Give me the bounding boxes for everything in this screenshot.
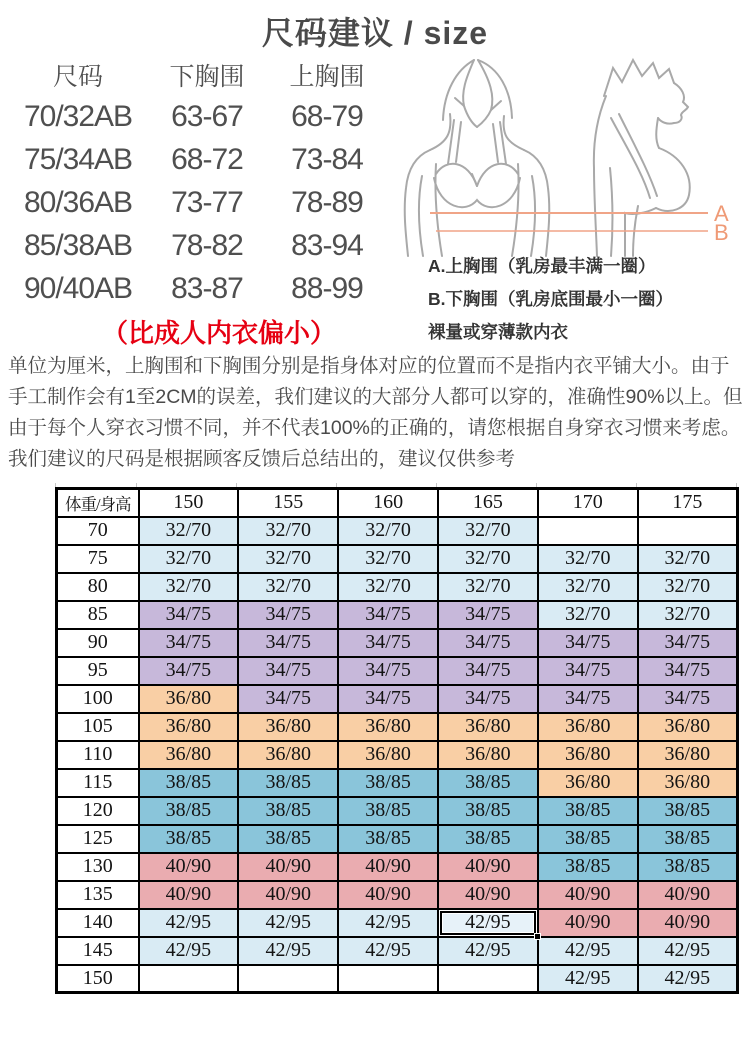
weight-row-header: 140 bbox=[57, 909, 139, 937]
weight-row-header: 105 bbox=[57, 713, 139, 741]
matrix-row bbox=[57, 797, 738, 825]
size-cell: 38/85 bbox=[638, 853, 738, 881]
size-cell: 38/85 bbox=[438, 797, 538, 825]
size-cell: 32/70 bbox=[338, 573, 438, 601]
size-cell: 32/70 bbox=[238, 573, 338, 601]
size-cell: 38/85 bbox=[538, 853, 638, 881]
size-cell: 32/70 bbox=[238, 517, 338, 545]
matrix-row bbox=[57, 517, 738, 545]
size-cell: 34/75 bbox=[338, 601, 438, 629]
underbust-range: 68-72 bbox=[171, 142, 243, 176]
size-cell: 34/75 bbox=[238, 685, 338, 713]
empty-cell bbox=[338, 965, 438, 993]
empty-cell bbox=[638, 517, 738, 545]
size-cell: 42/95 bbox=[238, 937, 338, 965]
size-table-row bbox=[0, 267, 396, 310]
front-view-figure bbox=[405, 60, 550, 256]
size-cell: 38/85 bbox=[338, 825, 438, 853]
underbust-col-header: 下胸围 bbox=[169, 63, 245, 91]
bust-range: 78-89 bbox=[291, 185, 363, 219]
size-cell: 34/75 bbox=[238, 657, 338, 685]
weight-row-header: 130 bbox=[57, 853, 139, 881]
ghost-cell bbox=[437, 994, 537, 1008]
spreadsheet-ghost-row-top bbox=[55, 483, 739, 487]
size-cell: 32/70 bbox=[638, 601, 738, 629]
page-title: 尺码建议 / size bbox=[261, 15, 489, 51]
matrix-row bbox=[57, 657, 738, 685]
size-cell: 36/80 bbox=[538, 713, 638, 741]
size-table-rows bbox=[0, 95, 396, 310]
side-view-figure bbox=[594, 60, 690, 256]
letter-a-label: A bbox=[714, 201, 729, 226]
size-cell: 40/90 bbox=[538, 909, 638, 937]
ghost-cell bbox=[337, 483, 437, 487]
size-cell: 32/70 bbox=[638, 573, 738, 601]
size-cell: 34/75 bbox=[438, 629, 538, 657]
size-cell: 38/85 bbox=[139, 769, 239, 797]
size-cell: 34/75 bbox=[338, 657, 438, 685]
underbust-range: 83-87 bbox=[171, 271, 243, 305]
size-cell: 42/95 bbox=[338, 937, 438, 965]
size-cell: 34/75 bbox=[238, 629, 338, 657]
matrix-row bbox=[57, 881, 738, 909]
empty-cell bbox=[438, 965, 538, 993]
empty-cell bbox=[538, 517, 638, 545]
selected-size-cell bbox=[438, 909, 538, 937]
bust-col-header: 上胸围 bbox=[289, 63, 365, 91]
size-cell: 42/95 bbox=[438, 937, 538, 965]
size-cell: 34/75 bbox=[438, 657, 538, 685]
matrix-header-row bbox=[57, 489, 738, 517]
size-cell: 34/75 bbox=[538, 629, 638, 657]
spreadsheet-ghost-row-bottom bbox=[55, 994, 739, 1008]
underbust-range: 78-82 bbox=[171, 228, 243, 262]
size-cell: 40/90 bbox=[139, 853, 239, 881]
size-cell: 34/75 bbox=[538, 657, 638, 685]
size-cell: 40/90 bbox=[139, 881, 239, 909]
size-cell: 42/95 bbox=[238, 909, 338, 937]
size-table-row bbox=[0, 224, 396, 267]
matrix-row bbox=[57, 825, 738, 853]
matrix-corner-header: 体重/身高 bbox=[57, 489, 139, 517]
size-cell: 36/80 bbox=[238, 741, 338, 769]
size-value: 90/40AB bbox=[23, 271, 133, 305]
size-cell: 42/95 bbox=[538, 965, 638, 993]
weight-row-header: 90 bbox=[57, 629, 139, 657]
matrix-row bbox=[57, 965, 738, 993]
size-cell: 32/70 bbox=[438, 545, 538, 573]
height-column-header: 170 bbox=[538, 489, 638, 517]
size-cell: 38/85 bbox=[238, 797, 338, 825]
size-cell: 36/80 bbox=[338, 713, 438, 741]
matrix-row bbox=[57, 545, 738, 573]
size-cell: 40/90 bbox=[538, 881, 638, 909]
bust-range: 73-84 bbox=[291, 142, 363, 176]
weight-row-header: 125 bbox=[57, 825, 139, 853]
ghost-cell bbox=[637, 994, 737, 1008]
size-cell: 38/85 bbox=[338, 797, 438, 825]
size-cell: 40/90 bbox=[238, 853, 338, 881]
size-cell: 32/70 bbox=[139, 573, 239, 601]
underbust-range: 73-77 bbox=[171, 185, 243, 219]
weight-row-header: 85 bbox=[57, 601, 139, 629]
size-cell: 42/95 bbox=[638, 965, 738, 993]
size-note: （比成人内衣偏小） bbox=[101, 318, 336, 348]
size-cell: 38/85 bbox=[338, 769, 438, 797]
empty-cell bbox=[238, 965, 338, 993]
size-cell: 36/80 bbox=[638, 741, 738, 769]
size-value: 70/32AB bbox=[23, 99, 133, 133]
ghost-cell bbox=[437, 483, 537, 487]
ghost-cell bbox=[137, 483, 237, 487]
size-cell: 38/85 bbox=[438, 825, 538, 853]
size-cell: 36/80 bbox=[438, 741, 538, 769]
size-cell: 38/85 bbox=[638, 825, 738, 853]
size-cell: 38/85 bbox=[438, 769, 538, 797]
ghost-cell bbox=[537, 483, 637, 487]
size-cell: 42/95 bbox=[338, 909, 438, 937]
weight-row-header: 115 bbox=[57, 769, 139, 797]
size-cell: 34/75 bbox=[139, 657, 239, 685]
size-cell: 36/80 bbox=[139, 741, 239, 769]
matrix-row bbox=[57, 769, 738, 797]
height-column-header: 160 bbox=[338, 489, 438, 517]
size-col-header: 尺码 bbox=[52, 63, 103, 91]
size-table-row bbox=[0, 181, 396, 224]
size-cell: 42/95 bbox=[638, 937, 738, 965]
matrix-row bbox=[57, 853, 738, 881]
size-table-row bbox=[0, 138, 396, 181]
measurement-illustration bbox=[398, 56, 750, 258]
size-cell: 32/70 bbox=[338, 545, 438, 573]
matrix-row bbox=[57, 713, 738, 741]
size-cell: 32/70 bbox=[438, 517, 538, 545]
size-cell: 34/75 bbox=[438, 685, 538, 713]
size-cell: 42/95 bbox=[139, 909, 239, 937]
measure-lines bbox=[430, 201, 729, 245]
height-column-header: 175 bbox=[638, 489, 738, 517]
size-cell: 40/90 bbox=[338, 853, 438, 881]
size-cell: 38/85 bbox=[139, 825, 239, 853]
matrix-row bbox=[57, 741, 738, 769]
ghost-cell bbox=[55, 483, 137, 487]
size-cell: 32/70 bbox=[139, 517, 239, 545]
height-column-header: 150 bbox=[139, 489, 239, 517]
size-cell: 34/75 bbox=[538, 685, 638, 713]
ghost-cell bbox=[537, 994, 637, 1008]
size-cell: 38/85 bbox=[238, 769, 338, 797]
size-cell: 36/80 bbox=[338, 741, 438, 769]
ghost-cell bbox=[237, 483, 337, 487]
size-cell: 40/90 bbox=[238, 881, 338, 909]
caption-upper-bust: A.上胸围（乳房最丰满一圈） bbox=[428, 256, 656, 276]
weight-row-header: 145 bbox=[57, 937, 139, 965]
weight-row-header: 110 bbox=[57, 741, 139, 769]
size-cell: 32/70 bbox=[538, 545, 638, 573]
empty-cell bbox=[139, 965, 239, 993]
size-value: 80/36AB bbox=[23, 185, 133, 219]
size-cell: 34/75 bbox=[338, 685, 438, 713]
size-cell: 40/90 bbox=[638, 881, 738, 909]
size-cell: 36/80 bbox=[139, 713, 239, 741]
matrix-row bbox=[57, 937, 738, 965]
size-cell: 40/90 bbox=[638, 909, 738, 937]
matrix-row bbox=[57, 685, 738, 713]
body-line-art bbox=[398, 56, 750, 258]
size-cell: 34/75 bbox=[638, 685, 738, 713]
size-cell: 32/70 bbox=[438, 573, 538, 601]
measurement-captions bbox=[428, 250, 673, 349]
size-cell: 34/75 bbox=[238, 601, 338, 629]
size-cell: 42/95 bbox=[139, 937, 239, 965]
size-cell: 32/70 bbox=[538, 573, 638, 601]
underbust-range: 63-67 bbox=[171, 99, 243, 133]
size-cell: 36/80 bbox=[538, 741, 638, 769]
size-description-paragraph: 单位为厘米，上胸围和下胸围分别是指身体对应的位置而不是指内衣平铺大小。由于手工制作会有1至2CM的误差，我们建议的大部分人都可以穿的，准确性90%以上。但由于每个人穿衣习惯不同，并不代表100%的正确的，请您根据自身穿衣习惯来考虑。我们建议的尺码是根据顾客反馈后总结出的，建议仅供参考 bbox=[8, 355, 743, 470]
weight-height-matrix bbox=[55, 483, 739, 1008]
matrix-row bbox=[57, 601, 738, 629]
size-cell: 36/80 bbox=[538, 769, 638, 797]
size-cell: 38/85 bbox=[139, 797, 239, 825]
ghost-cell bbox=[55, 994, 137, 1008]
letter-b-label: B bbox=[714, 220, 729, 245]
size-table-header bbox=[0, 55, 396, 95]
size-cell: 34/75 bbox=[139, 629, 239, 657]
size-cell: 36/80 bbox=[139, 685, 239, 713]
size-cell: 32/70 bbox=[238, 545, 338, 573]
size-reference-table bbox=[0, 55, 396, 350]
weight-row-header: 70 bbox=[57, 517, 139, 545]
ghost-cell bbox=[337, 994, 437, 1008]
matrix-row bbox=[57, 629, 738, 657]
weight-row-header: 95 bbox=[57, 657, 139, 685]
size-cell: 38/85 bbox=[538, 797, 638, 825]
size-cell: 40/90 bbox=[438, 881, 538, 909]
size-cell: 40/90 bbox=[338, 881, 438, 909]
selected-cell-value: 42/95 bbox=[440, 911, 536, 935]
size-value: 85/38AB bbox=[23, 228, 133, 262]
weight-row-header: 75 bbox=[57, 545, 139, 573]
height-column-header: 155 bbox=[238, 489, 338, 517]
size-cell: 34/75 bbox=[638, 629, 738, 657]
size-cell: 32/70 bbox=[139, 545, 239, 573]
ghost-cell bbox=[237, 994, 337, 1008]
size-matrix-table bbox=[55, 487, 739, 994]
size-table-row bbox=[0, 95, 396, 138]
caption-under-bust: B.下胸围（乳房底围最小一圈） bbox=[428, 289, 673, 309]
size-cell: 40/90 bbox=[438, 853, 538, 881]
weight-row-header: 150 bbox=[57, 965, 139, 993]
caption-measure-tip: 裸量或穿薄款内衣 bbox=[428, 322, 568, 342]
size-cell: 42/95 bbox=[538, 937, 638, 965]
size-cell: 36/80 bbox=[238, 713, 338, 741]
size-cell: 32/70 bbox=[538, 601, 638, 629]
bust-range: 68-79 bbox=[291, 99, 363, 133]
weight-row-header: 100 bbox=[57, 685, 139, 713]
size-cell: 34/75 bbox=[338, 629, 438, 657]
size-cell: 36/80 bbox=[638, 769, 738, 797]
matrix-row bbox=[57, 573, 738, 601]
size-cell: 36/80 bbox=[638, 713, 738, 741]
size-cell: 36/80 bbox=[438, 713, 538, 741]
weight-row-header: 135 bbox=[57, 881, 139, 909]
size-cell: 34/75 bbox=[638, 657, 738, 685]
matrix-row bbox=[57, 909, 738, 937]
weight-row-header: 120 bbox=[57, 797, 139, 825]
size-cell: 38/85 bbox=[238, 825, 338, 853]
size-value: 75/34AB bbox=[23, 142, 133, 176]
size-cell: 32/70 bbox=[638, 545, 738, 573]
size-cell: 32/70 bbox=[338, 517, 438, 545]
weight-row-header: 80 bbox=[57, 573, 139, 601]
bust-range: 88-99 bbox=[291, 271, 363, 305]
size-cell: 38/85 bbox=[638, 797, 738, 825]
size-cell: 34/75 bbox=[139, 601, 239, 629]
size-cell: 38/85 bbox=[538, 825, 638, 853]
ghost-cell bbox=[137, 994, 237, 1008]
cell-fill-handle bbox=[534, 933, 541, 940]
bust-range: 83-94 bbox=[291, 228, 363, 262]
height-column-header: 165 bbox=[438, 489, 538, 517]
ghost-cell bbox=[637, 483, 737, 487]
size-cell: 34/75 bbox=[438, 601, 538, 629]
